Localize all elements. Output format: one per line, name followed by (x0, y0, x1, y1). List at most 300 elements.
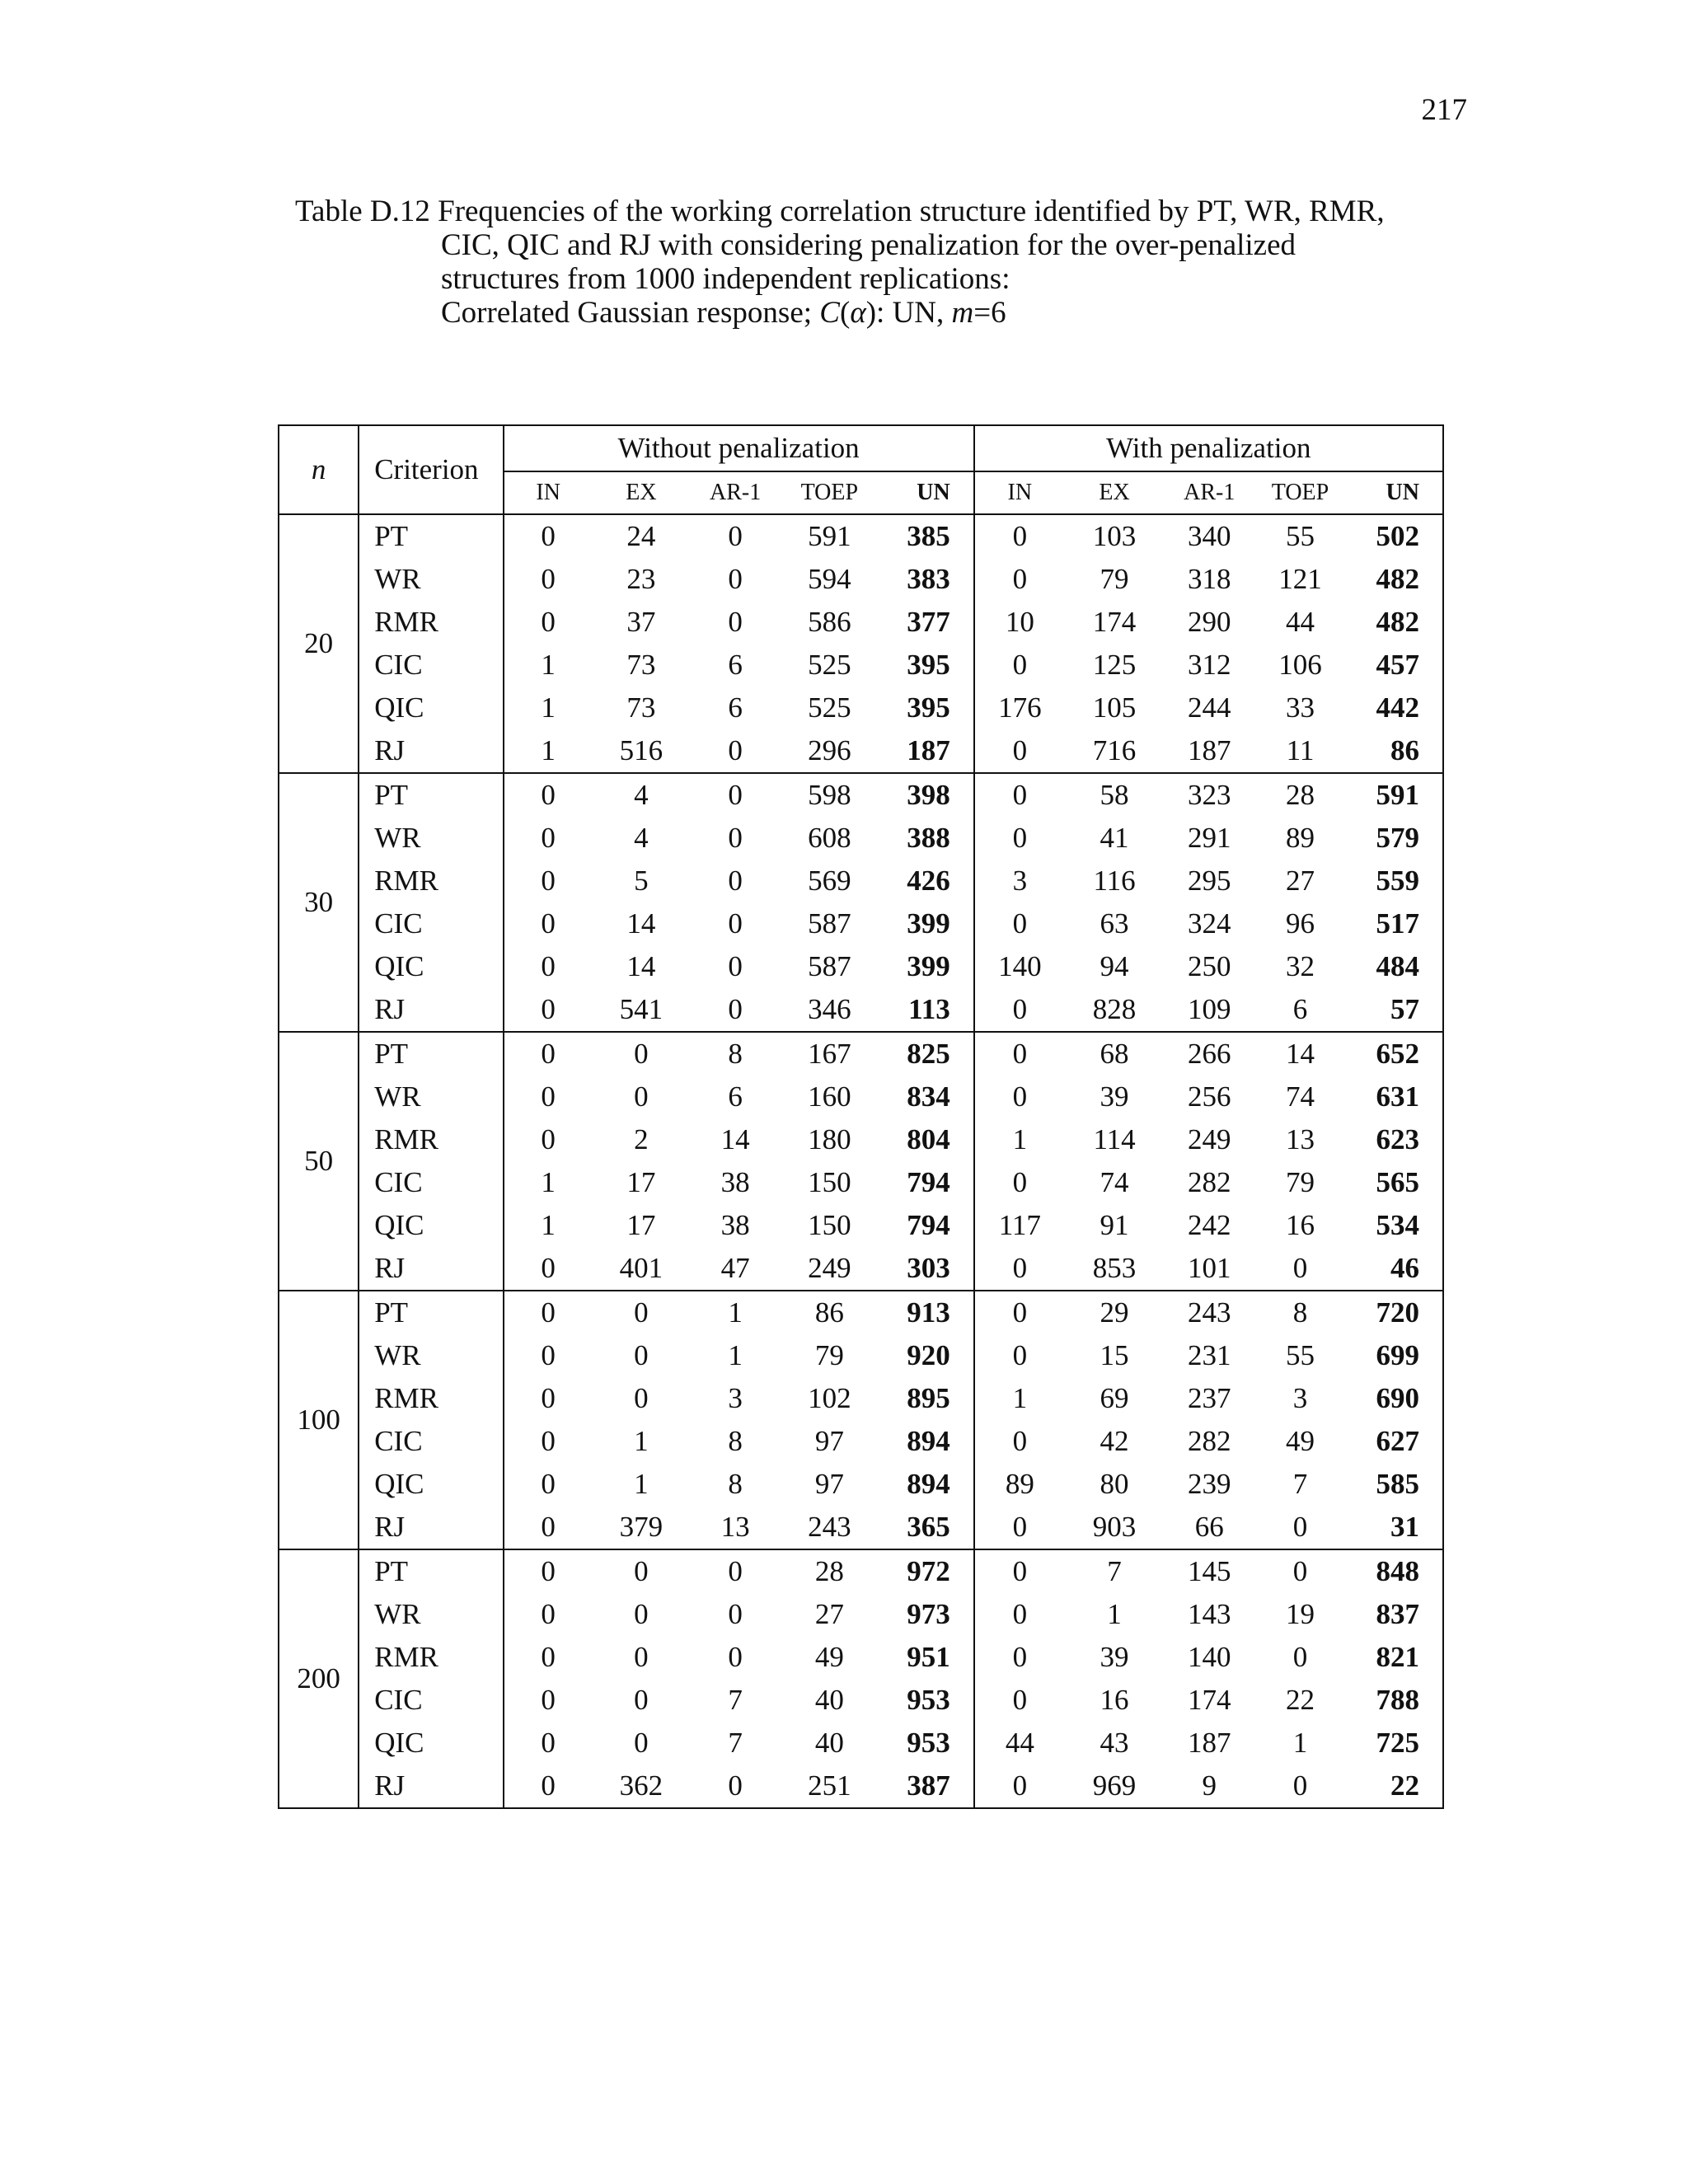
value-cell-without: 794 (878, 1161, 973, 1204)
value-cell-with: 187 (1188, 734, 1231, 766)
value-cell-with: 16 (1100, 1684, 1129, 1716)
value-cell-with: 725 (1346, 1722, 1443, 1765)
value-cell-with: 690 (1346, 1377, 1443, 1420)
value-cell-without: 587 (808, 907, 851, 940)
value-cell-with: 0 (1012, 1641, 1028, 1673)
value-cell-with: 19 (1285, 1598, 1315, 1630)
value-cell-without: 251 (781, 1765, 878, 1808)
value-cell-without: 0 (541, 865, 556, 897)
value-cell-with: 591 (1346, 773, 1443, 817)
value-cell-without: 49 (814, 1641, 844, 1673)
value-cell-with: 63 (1100, 907, 1129, 940)
value-cell-without: 7 (728, 1684, 743, 1716)
value-cell-with: 22 (1346, 1765, 1443, 1808)
table-row (279, 1076, 1443, 1118)
table-row (279, 1161, 1443, 1204)
value-cell-without: 0 (593, 1032, 690, 1076)
value-cell-without: 0 (504, 773, 593, 817)
value-cell-without: 951 (878, 1636, 973, 1679)
value-cell-without: 516 (619, 734, 663, 766)
table-row (279, 817, 1443, 860)
value-cell-with: 39 (1100, 1080, 1129, 1113)
value-cell-with: 91 (1100, 1209, 1129, 1241)
value-cell-without: 0 (634, 1727, 649, 1759)
value-cell-without: 0 (593, 1291, 690, 1334)
value-cell-with: 242 (1188, 1209, 1231, 1241)
value-cell-without: 0 (541, 1511, 556, 1543)
value-cell-without: 6 (728, 1080, 743, 1113)
value-cell-with: 848 (1346, 1549, 1443, 1593)
table-body (279, 514, 1443, 1808)
criterion-cell: RMR (359, 1377, 503, 1420)
value-cell-with: 44 (1285, 606, 1315, 638)
value-cell-without: 525 (808, 649, 851, 681)
table-row (279, 558, 1443, 601)
value-cell-with: 231 (1188, 1339, 1231, 1371)
criterion-cell: CIC (359, 1679, 503, 1722)
value-cell-with: 457 (1346, 644, 1443, 687)
value-cell-with: 7 (1065, 1549, 1164, 1593)
value-cell-with: 7 (1292, 1468, 1308, 1500)
table-row (279, 1291, 1443, 1334)
criterion-cell: WR (359, 558, 503, 601)
value-cell-without: 608 (808, 822, 851, 854)
criterion-cell: RMR (359, 860, 503, 902)
value-cell-with: 0 (1012, 1166, 1028, 1198)
table-row (279, 1593, 1443, 1636)
value-cell-without: 1 (541, 734, 556, 766)
criterion-cell: RMR (359, 601, 503, 644)
value-cell-without: 0 (634, 1382, 649, 1414)
value-cell-with: 312 (1188, 649, 1231, 681)
value-cell-without: 383 (878, 558, 973, 601)
value-cell-with: 101 (1188, 1252, 1231, 1284)
value-cell-with: 96 (1285, 907, 1315, 940)
table-row (279, 988, 1443, 1032)
criterion-cell: PT (359, 1549, 503, 1593)
table-row (279, 687, 1443, 729)
value-cell-with: 0 (1012, 1511, 1028, 1543)
value-cell-without: 0 (728, 865, 743, 897)
row-group-n: 20 (279, 514, 359, 773)
criterion-cell: RJ (359, 1765, 503, 1808)
value-cell-without: 0 (504, 1032, 593, 1076)
value-cell-without: 0 (504, 1291, 593, 1334)
caption-line-4-prefix: Correlated Gaussian response; (441, 296, 820, 330)
value-cell-without: 1 (690, 1291, 781, 1334)
value-cell-with: 44 (1005, 1727, 1034, 1759)
table-row (279, 1549, 1443, 1593)
value-cell-without: 187 (878, 729, 973, 773)
value-cell-with: 174 (1092, 606, 1137, 638)
value-cell-with: 631 (1346, 1076, 1443, 1118)
subheader-without-ex: EX (626, 480, 657, 505)
value-cell-with: 9 (1164, 1765, 1254, 1808)
value-cell-without: 8 (690, 1032, 781, 1076)
value-cell-without: 377 (878, 601, 973, 644)
value-cell-without: 150 (808, 1209, 851, 1241)
value-cell-without: 0 (541, 907, 556, 940)
value-cell-without: 586 (808, 606, 851, 638)
value-cell-with: 0 (974, 1765, 1065, 1808)
value-cell-without: 1 (634, 1468, 649, 1500)
row-group-n: 100 (279, 1291, 359, 1549)
subheader-with-toep: TOEP (1271, 480, 1329, 505)
value-cell-with: 0 (1012, 734, 1028, 766)
value-cell-without: 401 (619, 1252, 663, 1284)
value-cell-without: 365 (878, 1506, 973, 1549)
value-cell-without: 0 (541, 1080, 556, 1113)
criterion-cell: CIC (359, 1161, 503, 1204)
subheader-with-un: UN (1346, 471, 1443, 514)
table-row (279, 1722, 1443, 1765)
value-cell-without: 160 (808, 1080, 851, 1113)
value-cell-with: 442 (1346, 687, 1443, 729)
value-cell-without: 0 (593, 1549, 690, 1593)
value-cell-with: 837 (1346, 1593, 1443, 1636)
value-cell-with: 39 (1100, 1641, 1129, 1673)
value-cell-with: 187 (1188, 1727, 1231, 1759)
value-cell-without: 0 (541, 1727, 556, 1759)
value-cell-without: 0 (728, 950, 743, 982)
value-cell-with: 585 (1346, 1463, 1443, 1506)
value-cell-without: 387 (878, 1765, 973, 1808)
value-cell-with: 0 (1012, 563, 1028, 595)
value-cell-with: 94 (1100, 950, 1129, 982)
criterion-cell: PT (359, 514, 503, 558)
value-cell-with: 0 (974, 1032, 1065, 1076)
value-cell-without: 23 (626, 563, 656, 595)
value-cell-with: 69 (1100, 1382, 1129, 1414)
value-cell-without: 4 (593, 773, 690, 817)
value-cell-without: 598 (781, 773, 878, 817)
value-cell-without: 73 (626, 691, 656, 724)
criterion-cell: RMR (359, 1636, 503, 1679)
value-cell-with: 8 (1254, 1291, 1345, 1334)
value-cell-with: 0 (974, 514, 1065, 558)
subheader-without-in: IN (536, 480, 560, 505)
value-cell-without: 0 (728, 563, 743, 595)
value-cell-with: 266 (1164, 1032, 1254, 1076)
value-cell-with: 699 (1346, 1334, 1443, 1377)
value-cell-with: 828 (1092, 993, 1137, 1025)
value-cell-without: 920 (878, 1334, 973, 1377)
value-cell-with: 74 (1100, 1166, 1129, 1198)
value-cell-without: 0 (541, 1382, 556, 1414)
table-row (279, 1420, 1443, 1463)
value-cell-without: 0 (541, 1123, 556, 1155)
value-cell-without: 0 (690, 1549, 781, 1593)
value-cell-with: 290 (1188, 606, 1231, 638)
criterion-cell: RJ (359, 988, 503, 1032)
value-cell-with: 14 (1254, 1032, 1345, 1076)
value-cell-with: 0 (1012, 993, 1028, 1025)
value-cell-without: 0 (634, 1080, 649, 1113)
value-cell-without: 0 (504, 1765, 593, 1808)
value-cell-with: 720 (1346, 1291, 1443, 1334)
caption-line-4-mid: ): UN, (865, 296, 952, 330)
value-cell-without: 243 (808, 1511, 851, 1543)
value-cell-without: 79 (814, 1339, 844, 1371)
value-cell-without: 0 (728, 1641, 743, 1673)
value-cell-with: 249 (1188, 1123, 1231, 1155)
value-cell-without: 1 (541, 1209, 556, 1241)
table-row (279, 1506, 1443, 1549)
caption-line-1: Table D.12 Frequencies of the working correlation structure identified by PT, WR, RMR, (295, 194, 1385, 228)
criterion-cell: CIC (359, 1420, 503, 1463)
caption-line-3: structures from 1000 independent replications: (441, 262, 1010, 296)
value-cell-with: 652 (1346, 1032, 1443, 1076)
value-cell-without: 0 (541, 1252, 556, 1284)
value-cell-with: 0 (1012, 1598, 1028, 1630)
value-cell-without: 0 (504, 514, 593, 558)
value-cell-with: 0 (1012, 1425, 1028, 1457)
value-cell-without: 0 (541, 606, 556, 638)
table-row (279, 773, 1443, 817)
value-cell-without: 17 (626, 1166, 656, 1198)
value-cell-with: 623 (1346, 1118, 1443, 1161)
criterion-cell: QIC (359, 1722, 503, 1765)
value-cell-with: 579 (1346, 817, 1443, 860)
value-cell-with: 716 (1092, 734, 1137, 766)
value-cell-with: 0 (974, 773, 1065, 817)
table-row (279, 1334, 1443, 1377)
value-cell-with: 140 (998, 950, 1042, 982)
value-cell-with: 482 (1346, 601, 1443, 644)
value-cell-with: 969 (1065, 1765, 1164, 1808)
value-cell-with: 49 (1285, 1425, 1315, 1457)
value-cell-with: 0 (1012, 1684, 1028, 1716)
value-cell-with: 22 (1285, 1684, 1315, 1716)
criterion-cell: QIC (359, 1204, 503, 1247)
table-row (279, 601, 1443, 644)
value-cell-without: 8 (728, 1468, 743, 1500)
value-cell-with: 117 (998, 1209, 1041, 1241)
value-cell-without: 0 (541, 1425, 556, 1457)
value-cell-without: 1 (728, 1339, 743, 1371)
value-cell-without: 0 (541, 1468, 556, 1500)
value-cell-with: 0 (1254, 1765, 1345, 1808)
value-cell-with: 0 (1012, 1252, 1028, 1284)
value-cell-with: 788 (1346, 1679, 1443, 1722)
value-cell-without: 47 (720, 1252, 750, 1284)
value-cell-with: 0 (1012, 649, 1028, 681)
caption-symbol-alpha: α (850, 296, 866, 330)
value-cell-without: 569 (808, 865, 851, 897)
value-cell-with: 0 (974, 1291, 1065, 1334)
value-cell-without: 86 (781, 1291, 878, 1334)
value-cell-without: 180 (808, 1123, 851, 1155)
page-number: 217 (1421, 93, 1467, 127)
value-cell-without: 388 (878, 817, 973, 860)
value-cell-with: 0 (1012, 822, 1028, 854)
value-cell-with: 31 (1346, 1506, 1443, 1549)
table-row (279, 860, 1443, 902)
value-cell-without: 0 (634, 1598, 649, 1630)
value-cell-without: 0 (728, 822, 743, 854)
value-cell-with: 282 (1188, 1166, 1231, 1198)
value-cell-with: 46 (1346, 1247, 1443, 1291)
value-cell-without: 27 (814, 1598, 844, 1630)
value-cell-without: 0 (634, 1339, 649, 1371)
criterion-cell: CIC (359, 902, 503, 945)
table-header (279, 425, 1443, 514)
value-cell-without: 399 (878, 945, 973, 988)
criterion-cell: RMR (359, 1118, 503, 1161)
criterion-cell: PT (359, 773, 503, 817)
subheader-with-in: IN (1007, 480, 1033, 505)
value-cell-without: 0 (541, 822, 556, 854)
caption-paren: ( (839, 296, 851, 330)
value-cell-with: 10 (1005, 606, 1034, 638)
value-cell-without: 0 (728, 606, 743, 638)
subheader-without-un: UN (878, 471, 973, 514)
header-criterion: Criterion (359, 425, 503, 514)
value-cell-with: 0 (1292, 1252, 1308, 1284)
value-cell-without: 6 (728, 691, 743, 724)
value-cell-with: 103 (1065, 514, 1164, 558)
value-cell-without: 13 (720, 1511, 750, 1543)
value-cell-with: 239 (1188, 1468, 1231, 1500)
table-row (279, 1118, 1443, 1161)
value-cell-with: 565 (1346, 1161, 1443, 1204)
value-cell-without: 825 (878, 1032, 973, 1076)
value-cell-without: 1 (634, 1425, 649, 1457)
value-cell-with: 28 (1254, 773, 1345, 817)
value-cell-without: 38 (720, 1166, 750, 1198)
value-cell-without: 0 (541, 1339, 556, 1371)
value-cell-with: 57 (1346, 988, 1443, 1032)
value-cell-with: 0 (1012, 907, 1028, 940)
value-cell-without: 28 (781, 1549, 878, 1593)
value-cell-with: 243 (1164, 1291, 1254, 1334)
criterion-cell: WR (359, 1334, 503, 1377)
value-cell-without: 0 (541, 1641, 556, 1673)
value-cell-without: 7 (728, 1727, 743, 1759)
value-cell-with: 29 (1065, 1291, 1164, 1334)
value-cell-without: 296 (808, 734, 851, 766)
value-cell-without: 834 (878, 1076, 973, 1118)
table-row (279, 1463, 1443, 1506)
criterion-cell: QIC (359, 945, 503, 988)
value-cell-with: 105 (1092, 691, 1137, 724)
value-cell-without: 6 (728, 649, 743, 681)
value-cell-with: 89 (1005, 1468, 1034, 1500)
value-cell-with: 0 (1292, 1641, 1308, 1673)
value-cell-without: 362 (593, 1765, 690, 1808)
value-cell-without: 0 (728, 1598, 743, 1630)
criterion-cell: QIC (359, 1463, 503, 1506)
header-group-row (279, 425, 1443, 471)
criterion-cell: QIC (359, 687, 503, 729)
header-n: n (279, 425, 359, 514)
value-cell-without: 0 (728, 907, 743, 940)
value-cell-with: 244 (1188, 691, 1231, 724)
value-cell-with: 0 (1254, 1549, 1345, 1593)
value-cell-with: 853 (1092, 1252, 1137, 1284)
criterion-cell: PT (359, 1032, 503, 1076)
table-row (279, 1204, 1443, 1247)
value-cell-without: 0 (541, 1684, 556, 1716)
value-cell-with: 125 (1092, 649, 1137, 681)
value-cell-with: 1 (1012, 1382, 1028, 1414)
value-cell-with: 0 (1292, 1511, 1308, 1543)
table-row (279, 729, 1443, 773)
value-cell-with: 3 (1292, 1382, 1308, 1414)
value-cell-with: 250 (1188, 950, 1231, 982)
value-cell-with: 143 (1188, 1598, 1231, 1630)
value-cell-without: 794 (878, 1204, 973, 1247)
value-cell-without: 0 (541, 563, 556, 595)
value-cell-with: 33 (1285, 691, 1315, 724)
value-cell-without: 97 (814, 1468, 844, 1500)
frequency-table (278, 424, 1444, 1809)
value-cell-with: 109 (1188, 993, 1231, 1025)
value-cell-without: 0 (634, 1684, 649, 1716)
value-cell-without: 4 (634, 822, 649, 854)
table-row (279, 644, 1443, 687)
value-cell-with: 42 (1100, 1425, 1129, 1457)
value-cell-with: 16 (1285, 1209, 1315, 1241)
value-cell-without: 426 (878, 860, 973, 902)
value-cell-without: 40 (814, 1684, 844, 1716)
value-cell-without: 1 (541, 691, 556, 724)
value-cell-without: 3 (728, 1382, 743, 1414)
table-row (279, 1765, 1443, 1808)
value-cell-with: 340 (1164, 514, 1254, 558)
value-cell-without: 38 (720, 1209, 750, 1241)
value-cell-with: 291 (1188, 822, 1231, 854)
header-with-penalization: With penalization (974, 425, 1443, 471)
value-cell-with: 58 (1065, 773, 1164, 817)
value-cell-without: 17 (626, 1209, 656, 1241)
table-row (279, 514, 1443, 558)
value-cell-without: 14 (626, 907, 656, 940)
value-cell-without: 150 (808, 1166, 851, 1198)
criterion-cell: RJ (359, 1247, 503, 1291)
value-cell-without: 37 (626, 606, 656, 638)
value-cell-with: 1 (1107, 1598, 1122, 1630)
row-group-n: 200 (279, 1549, 359, 1808)
value-cell-with: 79 (1285, 1166, 1315, 1198)
value-cell-without: 0 (728, 734, 743, 766)
value-cell-with: 6 (1292, 993, 1308, 1025)
value-cell-with: 559 (1346, 860, 1443, 902)
value-cell-with: 3 (1012, 865, 1028, 897)
value-cell-with: 0 (1012, 1080, 1028, 1113)
value-cell-without: 525 (808, 691, 851, 724)
value-cell-without: 8 (728, 1425, 743, 1457)
value-cell-without: 395 (878, 644, 973, 687)
criterion-cell: CIC (359, 644, 503, 687)
value-cell-with: 323 (1164, 773, 1254, 817)
value-cell-with: 55 (1285, 1339, 1315, 1371)
value-cell-without: 14 (720, 1123, 750, 1155)
value-cell-without: 953 (878, 1722, 973, 1765)
header-without-penalization: Without penalization (504, 425, 974, 471)
value-cell-without: 0 (541, 1598, 556, 1630)
criterion-cell: WR (359, 1076, 503, 1118)
criterion-cell: RJ (359, 729, 503, 773)
value-cell-without: 0 (634, 1641, 649, 1673)
value-cell-with: 11 (1286, 734, 1315, 766)
value-cell-without: 594 (808, 563, 851, 595)
value-cell-with: 517 (1346, 902, 1443, 945)
value-cell-without: 591 (781, 514, 878, 558)
value-cell-with: 0 (974, 1549, 1065, 1593)
value-cell-with: 1 (1292, 1727, 1308, 1759)
caption-symbol-m: m (951, 296, 974, 330)
